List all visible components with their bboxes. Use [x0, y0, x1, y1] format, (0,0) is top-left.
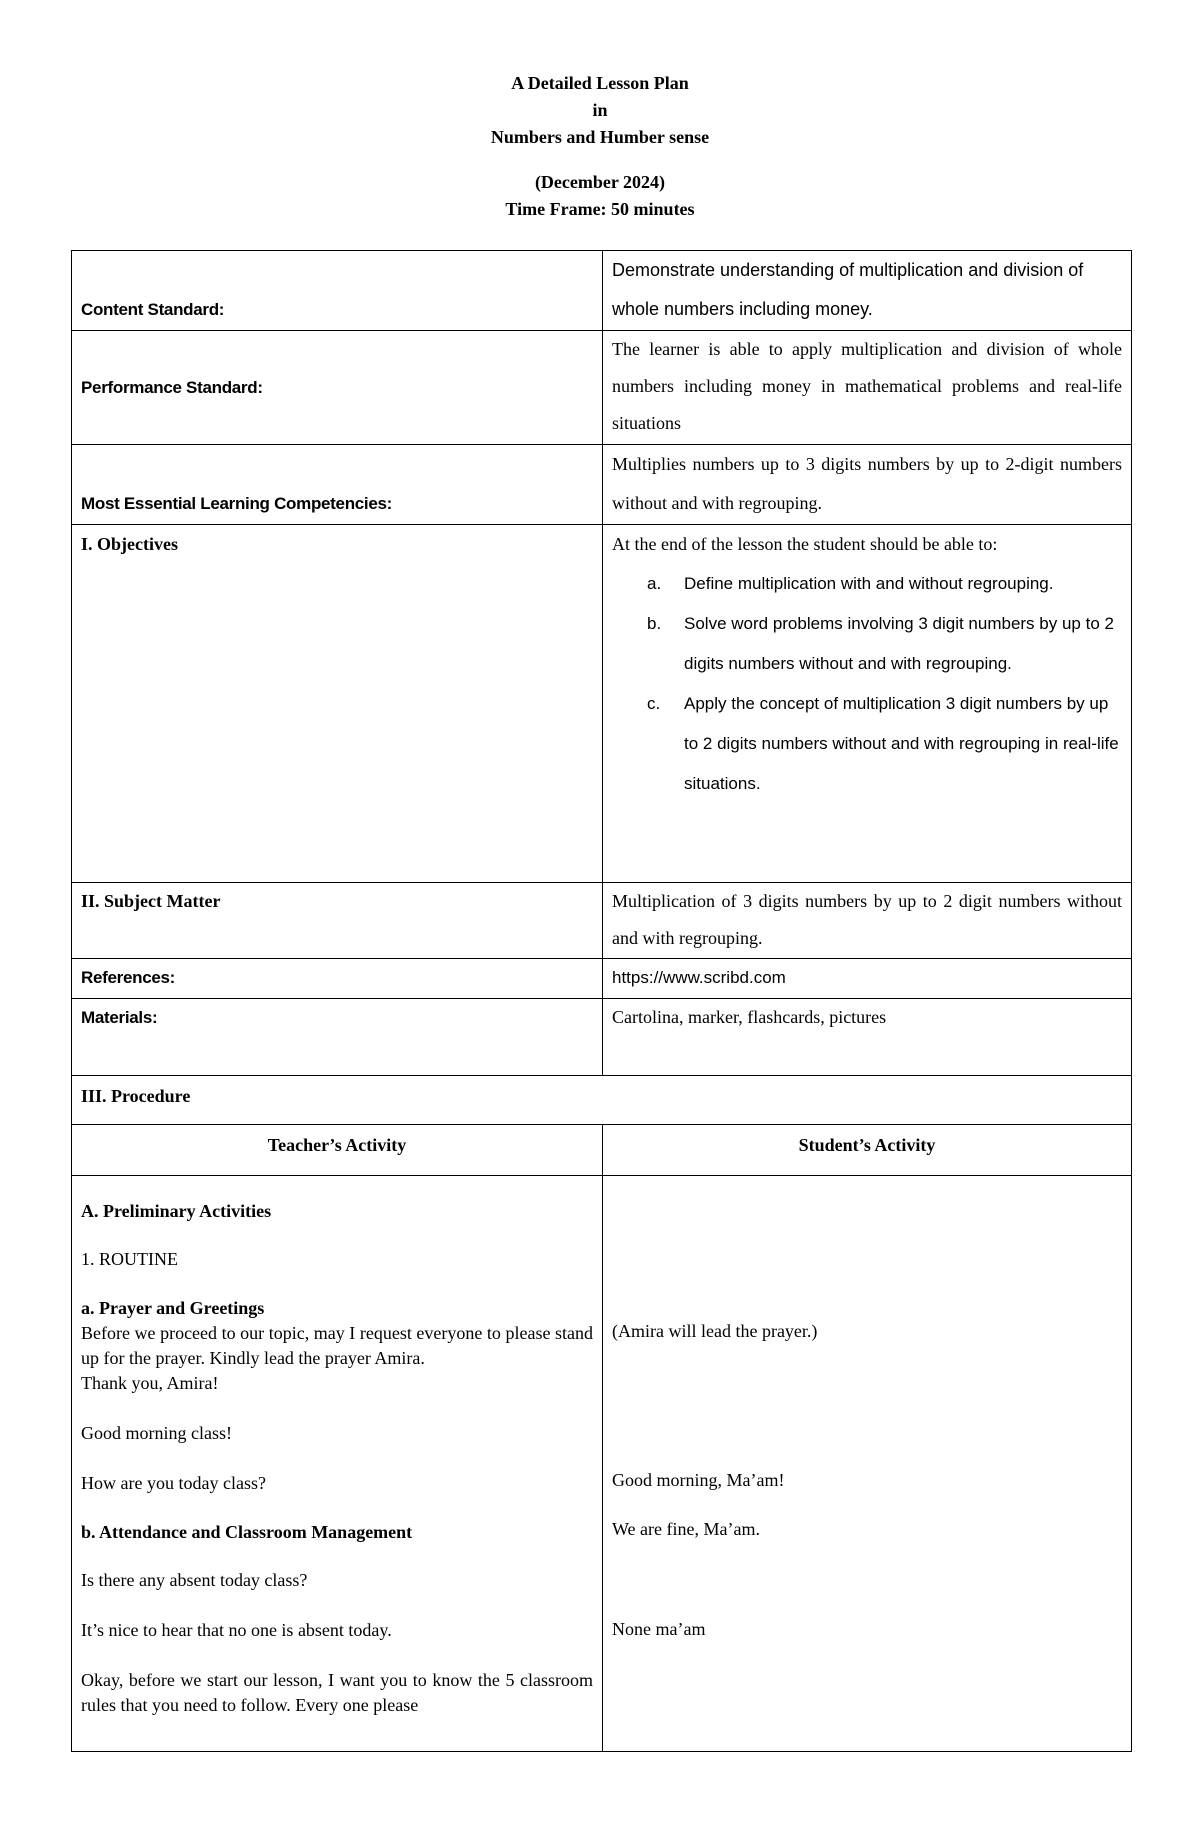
content-standard-value: Demonstrate understanding of multiplication and division of whole numbers including money. — [612, 260, 1084, 319]
row-activities — [72, 1176, 1132, 1752]
prayer-text: Before we proceed to our topic, may I request everyone to please stand up for the prayer. Kindly lead the prayer Amira. — [81, 1323, 593, 1368]
row-performance-standard — [72, 331, 1132, 445]
objective-item: c. Apply the concept of multiplication 3 digit numbers by up to 2 digits numbers without and with regrouping in real-life situations. — [647, 694, 1119, 793]
subject-matter-label: II. Subject Matter — [81, 891, 221, 911]
prayer-heading: a. Prayer and Greetings — [81, 1298, 265, 1318]
row-procedure — [72, 1076, 1132, 1125]
student-good-morning-text: Good morning, Ma’am! — [612, 1470, 785, 1490]
preliminary-heading: A. Preliminary Activities — [81, 1201, 272, 1221]
date-line: (December 2024) — [534, 172, 666, 192]
references-link[interactable]: https://www.scribd.com — [612, 968, 786, 987]
objectives-list — [612, 564, 1122, 804]
melc-value: Multiplies numbers up to 3 digits numbers by up to 2-digit numbers without and with regrouping. — [612, 454, 1122, 513]
row-references — [72, 959, 1132, 999]
row-subject-matter — [72, 883, 1132, 959]
thank-you-text: Thank you, Amira! — [81, 1373, 219, 1393]
lesson-plan-table — [71, 250, 1132, 1752]
document-header — [0, 70, 1200, 223]
good-morning-text: Good morning class! — [81, 1423, 232, 1443]
performance-standard-value: The learner is able to apply multiplication and division of whole numbers including money in mathematical problems and real-life situations — [612, 339, 1122, 433]
objective-item: a. Define multiplication with and without regrouping. — [647, 574, 1054, 593]
references-label: References: — [81, 968, 176, 987]
row-activity-headers — [72, 1125, 1132, 1176]
materials-label: Materials: — [81, 1008, 158, 1027]
student-activity-header: Student’s Activity — [798, 1135, 936, 1155]
title-line-2: in — [592, 100, 608, 120]
content-standard-label: Content Standard: — [81, 300, 225, 319]
how-are-you-text: How are you today class? — [81, 1473, 266, 1493]
melc-label: Most Essential Learning Competencies: — [81, 494, 393, 513]
row-objectives — [72, 525, 1132, 883]
teacher-activity-header: Teacher’s Activity — [267, 1135, 407, 1155]
title-line-3: Numbers and Humber sense — [490, 127, 710, 147]
student-prayer-text: (Amira will lead the prayer.) — [612, 1321, 818, 1341]
subject-matter-value: Multiplication of 3 digits numbers by up to 2 digit numbers without and with regrouping. — [612, 891, 1122, 948]
student-fine-text: We are fine, Ma’am. — [612, 1519, 760, 1539]
performance-standard-label: Performance Standard: — [81, 378, 263, 397]
routine-heading: 1. ROUTINE — [81, 1249, 178, 1269]
row-content-standard — [72, 251, 1132, 331]
procedure-label: III. Procedure — [81, 1086, 191, 1106]
row-materials — [72, 999, 1132, 1076]
attendance-heading: b. Attendance and Classroom Management — [81, 1522, 413, 1542]
materials-value: Cartolina, marker, flashcards, pictures — [612, 1007, 887, 1027]
objective-item: b. Solve word problems involving 3 digit numbers by up to 2 digits numbers without and with regrouping. — [647, 614, 1114, 673]
title-line-1: A Detailed Lesson Plan — [511, 73, 689, 93]
row-melc — [72, 445, 1132, 525]
absent-question: Is there any absent today class? — [81, 1570, 308, 1590]
objectives-label: I. Objectives — [81, 534, 178, 554]
rules-intro-text: Okay, before we start our lesson, I want you to know the 5 classroom rules that you need to follow. Every one please — [81, 1670, 593, 1715]
student-none-text: None ma’am — [612, 1619, 706, 1639]
nice-to-hear-text: It’s nice to hear that no one is absent today. — [81, 1620, 392, 1640]
time-frame-line: Time Frame: 50 minutes — [505, 199, 695, 219]
objectives-intro: At the end of the lesson the student should be able to: — [612, 534, 998, 554]
